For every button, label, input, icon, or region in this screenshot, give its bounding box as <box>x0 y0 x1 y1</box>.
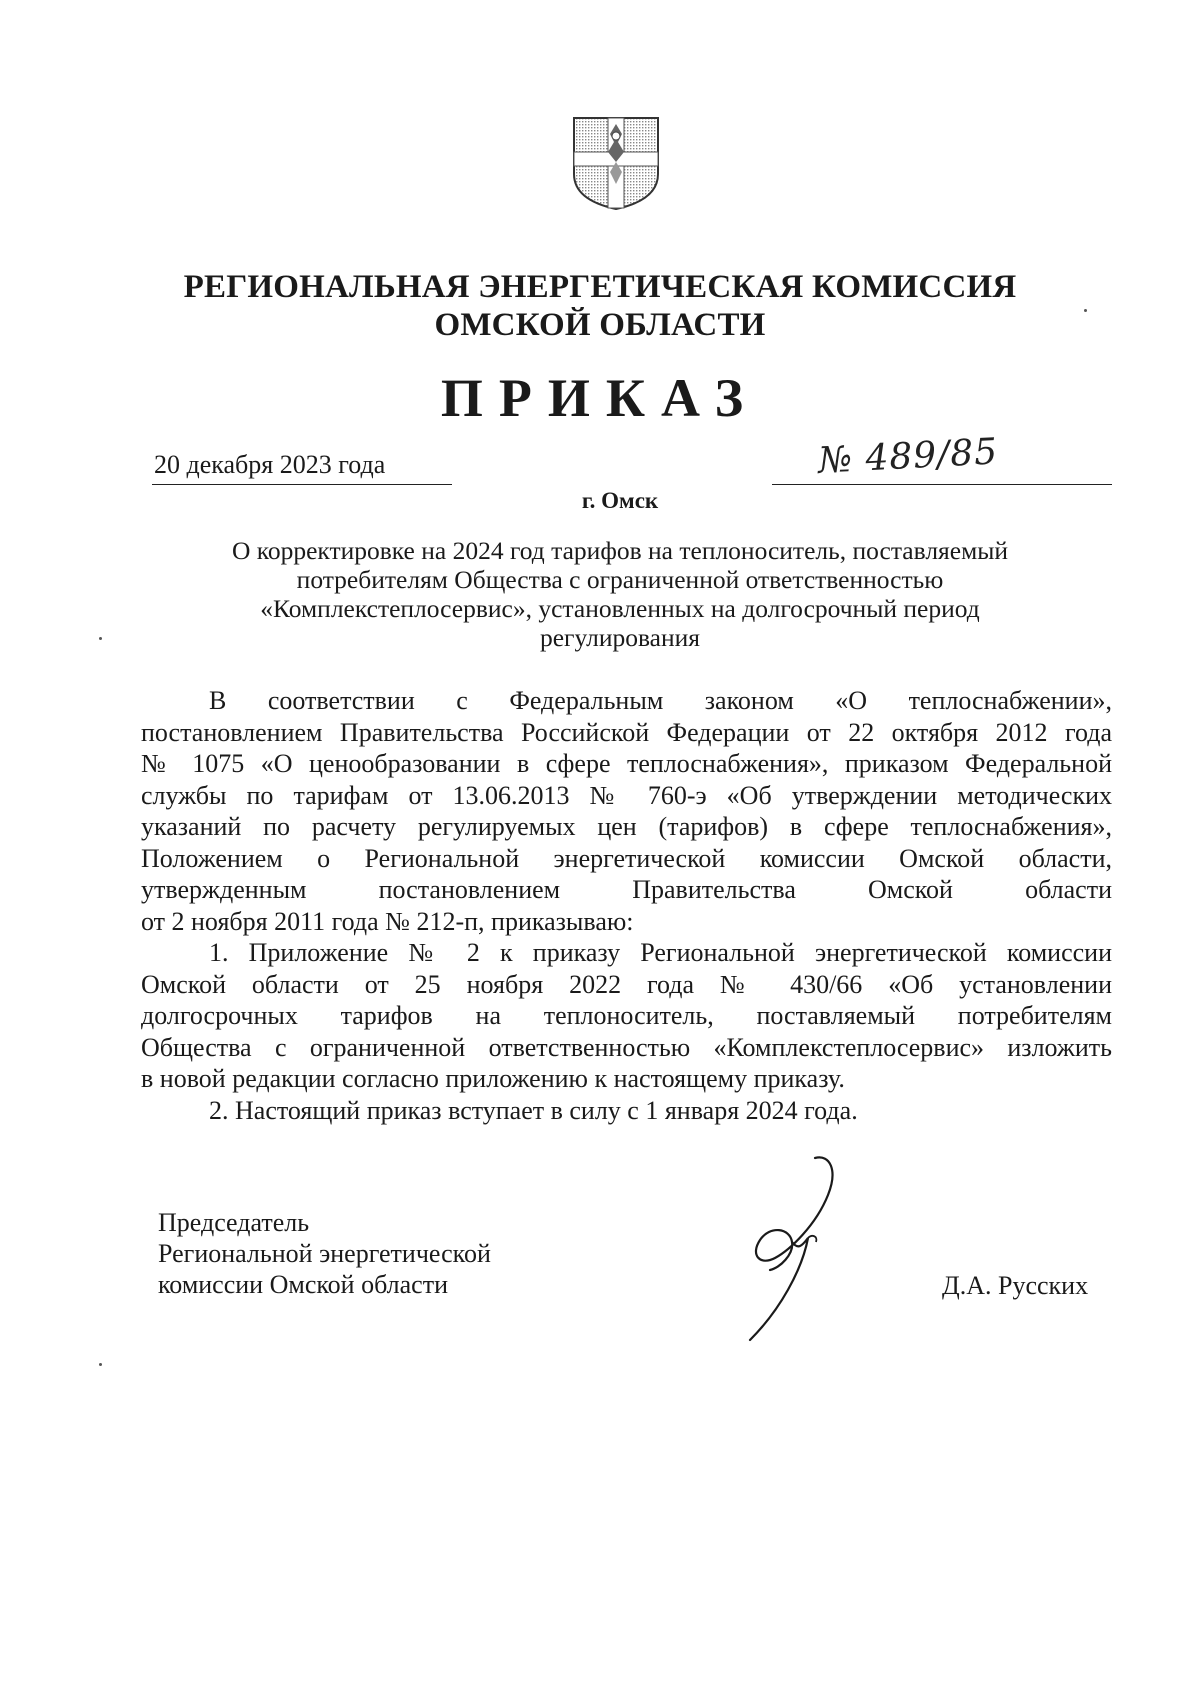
body-line: 1. Приложение № 2 к приказу Региональной энергетической комиссии <box>209 938 1112 967</box>
document-type-title: ПРИКАЗ <box>440 368 760 428</box>
body-line: службы по тарифам от 13.06.2013 № 760-э «Об утверждении методических <box>141 780 1112 810</box>
body-line: № 1075 «О ценообразовании в сфере теплоснабжения», приказом Федеральной <box>141 749 1112 778</box>
coat-of-arms-icon <box>570 112 662 212</box>
document-date: 20 декабря 2023 года <box>154 450 386 479</box>
body-line: 2. Настоящий приказ вступает в силу с 1 января 2024 года. <box>209 1095 858 1125</box>
body-line: указаний по расчету регулируемых цен (тарифов) в сфере теплоснабжения», <box>141 812 1112 841</box>
body-line: В соответствии с Федеральным законом «О теплоснабжении», <box>209 686 1112 715</box>
date-field <box>152 448 452 485</box>
subject-line: «Комплекстеплосервис», установленных на долгосрочный период <box>260 594 980 623</box>
scan-speck <box>99 1363 102 1366</box>
handwritten-signature-icon <box>720 1150 870 1350</box>
body-line: в новой редакции согласно приложению к настоящему приказу. <box>141 1064 845 1093</box>
signatory-title-line: Председатель <box>158 1208 310 1237</box>
subject-line: О корректировке на 2024 год тарифов на теплоноситель, поставляемый <box>231 536 1009 565</box>
body-line: Положением о Региональной энергетической комиссии Омской области, <box>141 843 1112 873</box>
scan-speck <box>1084 309 1087 312</box>
body-line: Общества с ограниченной ответственностью «Комплекстеплосервис» изложить <box>141 1032 1112 1062</box>
body-line: Омской области от 25 ноября 2022 года № 430/66 «Об установлении <box>141 969 1112 999</box>
body-line: долгосрочных тарифов на теплоноситель, поставляемый потребителям <box>141 1001 1112 1030</box>
document-body <box>141 685 1112 1126</box>
subject-line: регулирования <box>539 623 701 652</box>
document-subject <box>180 536 1060 652</box>
body-line: утвержденным постановлением Правительства Омской области <box>141 875 1112 904</box>
subject-line: потребителям Общества с ограниченной ответственностью <box>296 565 944 594</box>
signatory-name: Д.А. Русских <box>942 1271 1089 1300</box>
document-number: № 489/85 <box>817 431 1000 482</box>
body-line: от 2 ноября 2011 года № 212-п, приказываю: <box>141 906 634 936</box>
signatory-title-line: Региональной энергетической <box>158 1239 491 1268</box>
signatory-title <box>158 1207 491 1300</box>
organization-name-line2: ОМСКОЙ ОБЛАСТИ <box>434 307 766 343</box>
body-line: постановлением Правительства Российской Федерации от 22 октября 2012 года <box>141 717 1112 747</box>
signatory-title-line: комиссии Омской области <box>158 1270 448 1299</box>
scan-speck <box>99 637 102 640</box>
number-field <box>772 431 1112 485</box>
organization-name-line1: РЕГИОНАЛЬНАЯ ЭНЕРГЕТИЧЕСКАЯ КОМИССИЯ <box>183 269 1017 305</box>
city: г. Омск <box>581 488 659 513</box>
